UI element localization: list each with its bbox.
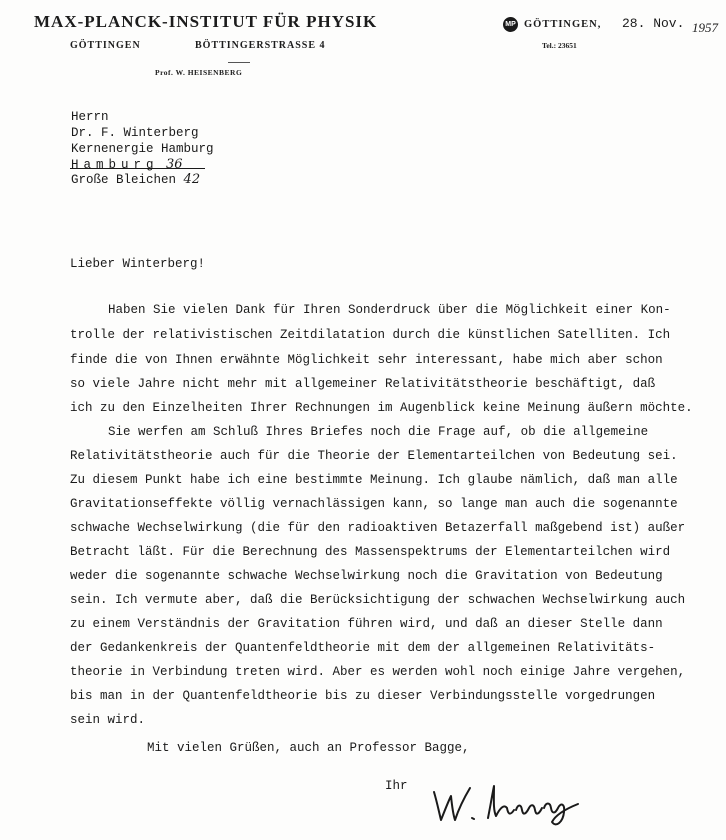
- recipient-city-line: [71, 157, 183, 172]
- letter-place: GÖTTINGEN,: [524, 19, 602, 30]
- body-line: trolle der relativistischen Zeitdilatation durch die künstlichen Satelliten. Ich: [70, 328, 671, 342]
- body-line: finde die von Ihnen erwähnte Möglichkeit sehr interessant, habe mich aber schon: [70, 353, 663, 367]
- recipient-title: Herrn: [71, 110, 109, 124]
- body-line: Sie werfen am Schluß Ihres Briefes noch die Frage auf, ob die allgemeine: [108, 425, 649, 439]
- body-line: so viele Jahre nicht mehr mit allgemeiner Relativitätstheorie beschäftigt, daß: [70, 377, 656, 391]
- body-line: schwache Wechselwirkung (die für den radioaktiven Betazerfall maßgebend ist) außer: [70, 521, 686, 535]
- body-line: sein wird.: [70, 713, 146, 727]
- body-line: Gravitationseffekte völlig vernachlässigen kann, so lange man auch die sogenannte: [70, 497, 678, 511]
- letter-date: 28. Nov.: [622, 16, 685, 31]
- letterhead-rule: [228, 62, 250, 63]
- recipient-postal-district: 36: [166, 157, 183, 172]
- recipient-name-line: [71, 126, 199, 140]
- body-line: zu einem Verständnis der Gravitation führen wird, und daß an dieser Stelle dann: [70, 617, 663, 631]
- body-line: Haben Sie vielen Dank für Ihren Sonderdruck über die Möglichkeit einer Kon-: [108, 303, 671, 317]
- closing-line: Mit vielen Grüßen, auch an Professor Bagge,: [147, 741, 470, 755]
- city-underline: [70, 168, 205, 169]
- closing-ihr: Ihr: [385, 779, 408, 793]
- body-line: Betracht läßt. Für die Berechnung des Massenspektrums der Elementarteilchen wird: [70, 545, 671, 559]
- recipient-house-number: 42: [183, 172, 201, 187]
- body-line: bis man in der Quantenfeldtheorie bis zu dieser Verbindungsstelle vorgedrungen: [70, 689, 656, 703]
- letter-year: 1957: [692, 20, 718, 35]
- recipient-street: Große Bleichen: [71, 173, 177, 187]
- body-line: theorie in Verbindung treten wird. Aber es werden wohl noch einige Jahre vergehen,: [70, 665, 686, 679]
- body-line: ich zu den Einzelheiten Ihrer Rechnungen im Augenblick keine Meinung äußern möchte.: [70, 401, 693, 415]
- recipient-city: Hamburg: [71, 158, 159, 172]
- telephone-number: Tel.: 23651: [542, 41, 577, 50]
- institute-logo-icon: [503, 17, 518, 32]
- professor-name: Prof. W. HEISENBERG: [155, 68, 243, 77]
- body-line: weder die sogenannte schwache Wechselwirkung noch die Gravitation von Bedeutung: [70, 569, 663, 583]
- handwritten-signature: [428, 778, 598, 838]
- body-line: der Gedankenkreis der Quantenfeldtheorie mit dem der allgemeinen Relativitäts-: [70, 641, 656, 655]
- institute-city: GÖTTINGEN: [70, 40, 141, 51]
- institute-street: BÖTTINGERSTRASSE 4: [195, 40, 326, 51]
- body-line: Relativitätstheorie auch für die Theorie der Elementarteilchen von Bedeutung sei.: [70, 449, 678, 463]
- institute-name: MAX-PLANCK-INSTITUT FÜR PHYSIK: [34, 12, 378, 31]
- greeting: Lieber Winterberg!: [70, 257, 206, 271]
- body-line: sein. Ich vermute aber, daß die Berücksichtigung der schwachen Wechselwirkung auch: [70, 593, 686, 607]
- body-line: Zu diesem Punkt habe ich eine bestimmte Meinung. Ich glaube nämlich, daß man alle: [70, 473, 678, 487]
- recipient-name: Dr. F. Winterberg: [71, 126, 199, 140]
- recipient-street-line: [71, 172, 200, 187]
- logo-text: MP: [505, 21, 516, 28]
- recipient-organization: Kernenergie Hamburg: [71, 142, 214, 156]
